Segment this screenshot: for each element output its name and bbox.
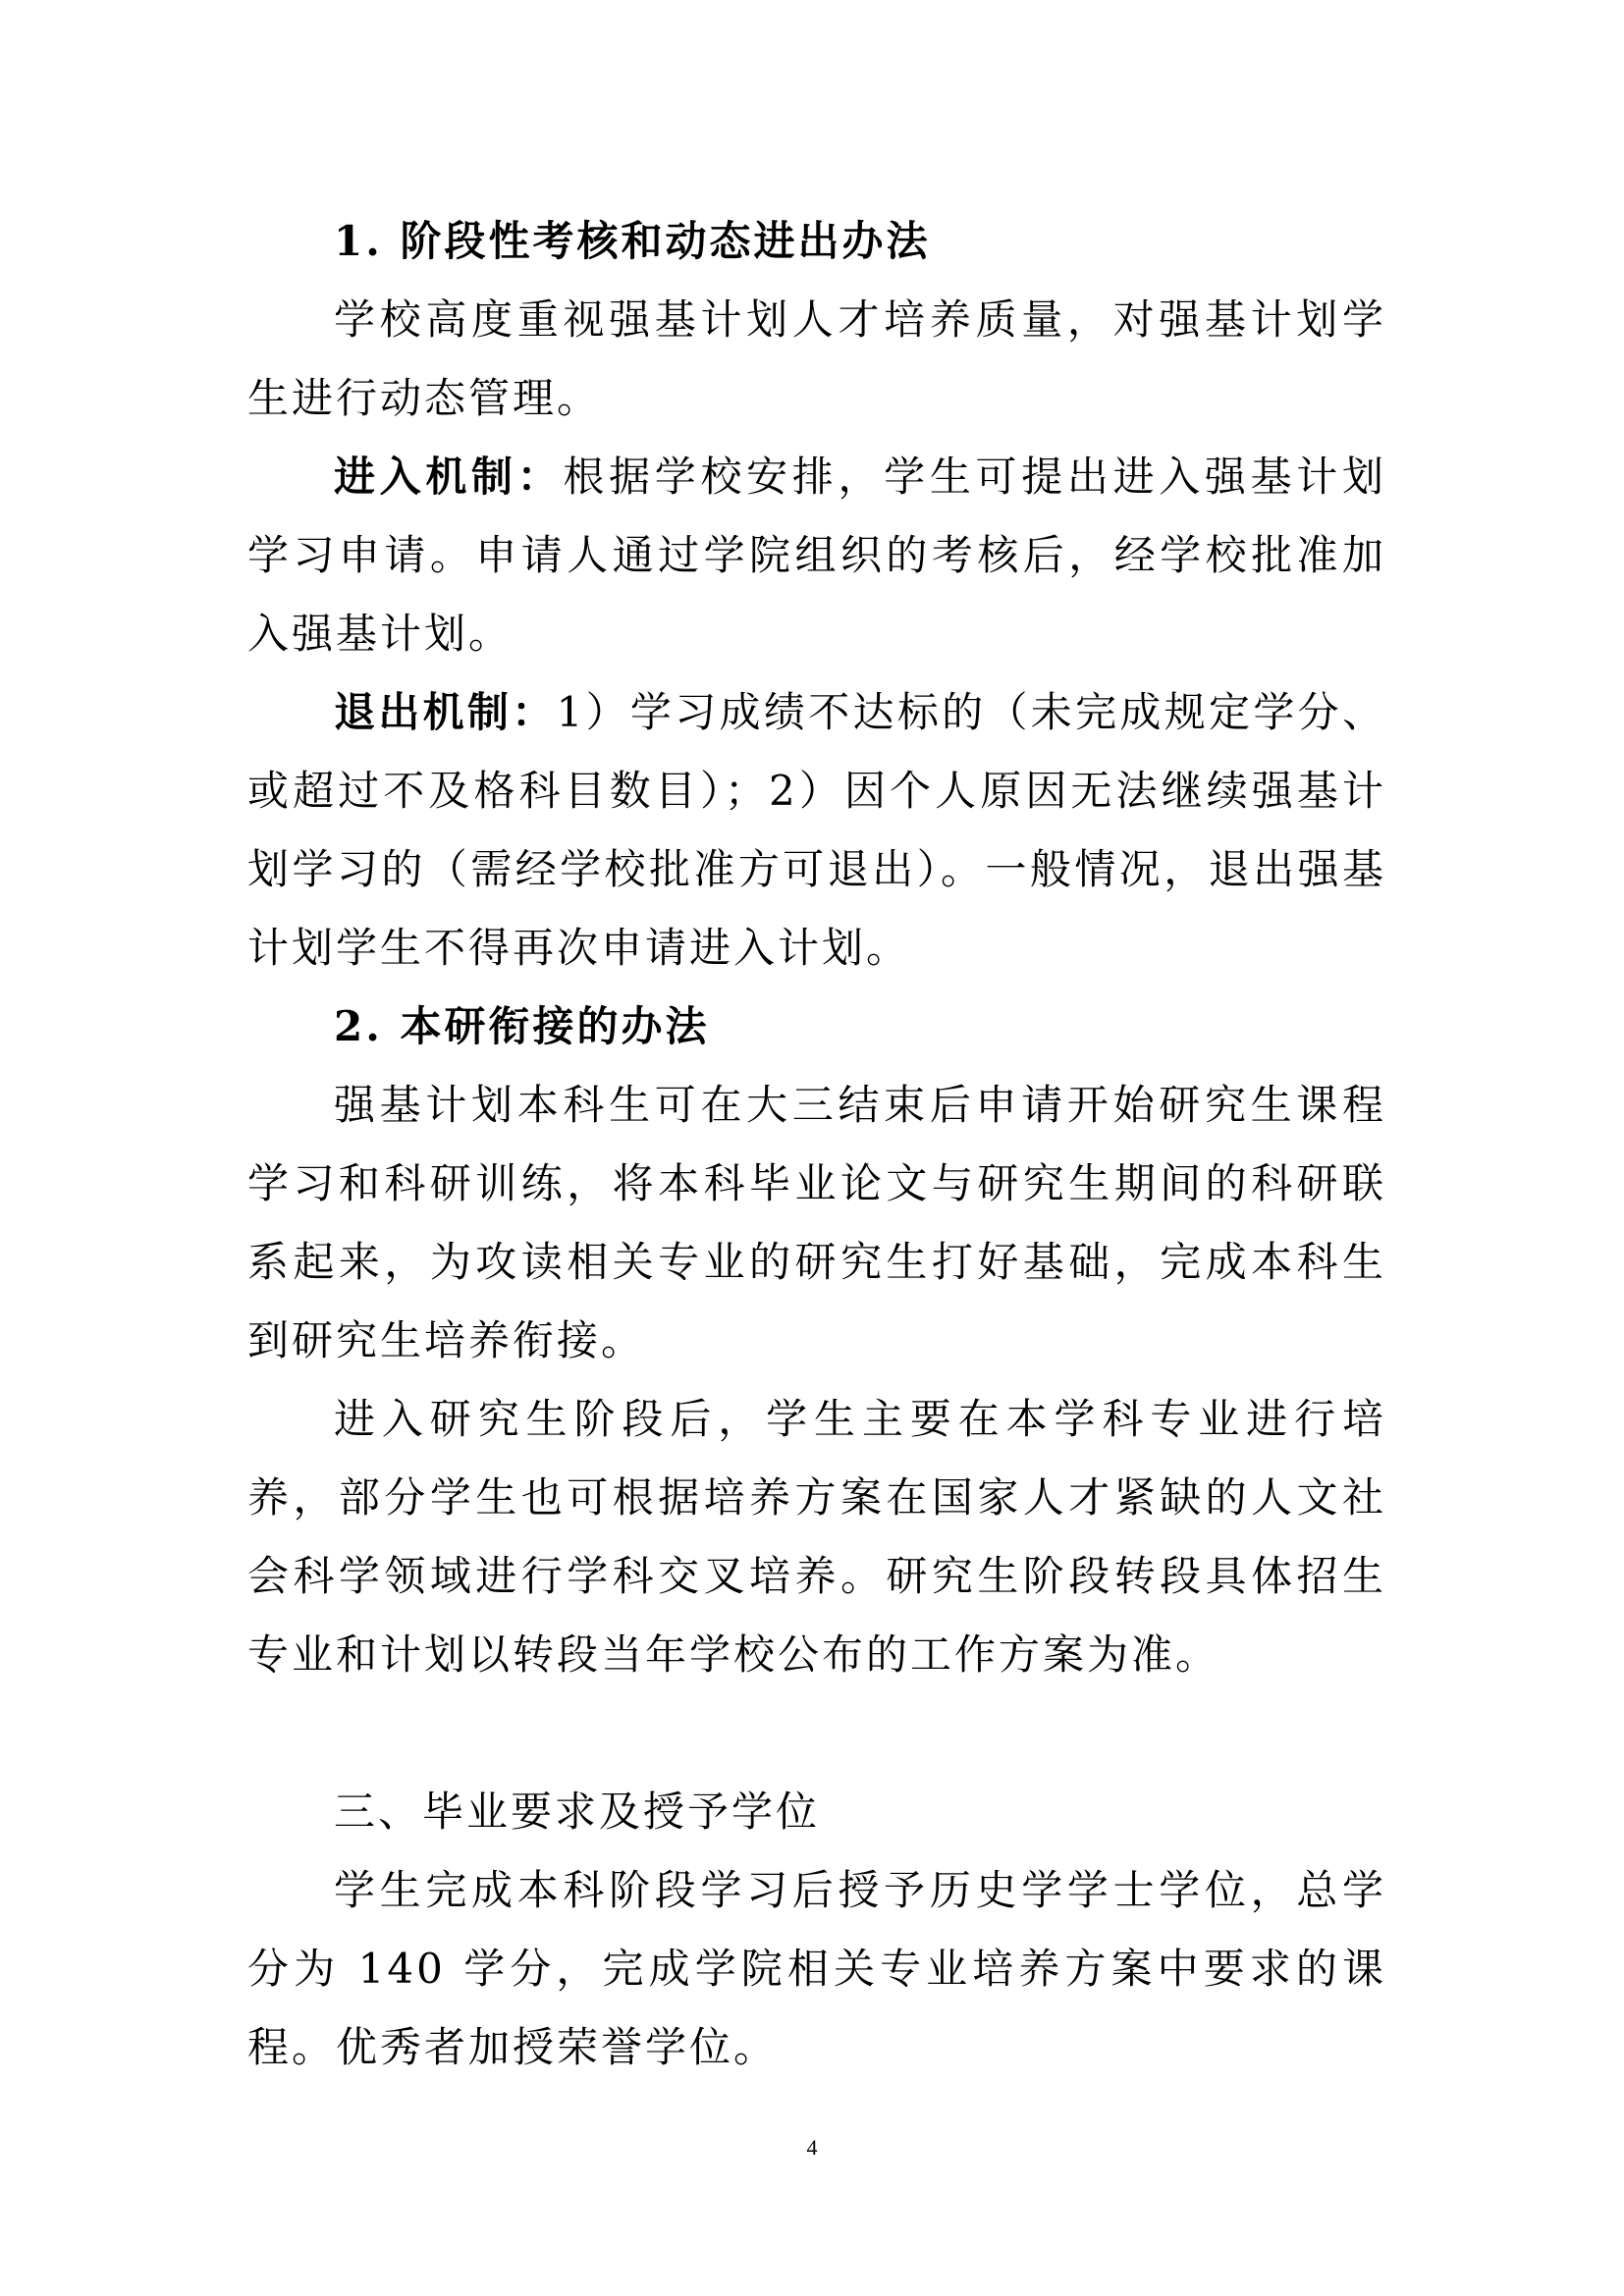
paragraph-entry-mechanism <box>247 438 1386 673</box>
page-number: 4 <box>806 2135 818 2160</box>
paragraph-degree-requirements: 学生完成本科阶段学习后授予历史学学士学位，总学分为 140 学分，完成学院相关专业培养方案中要求的课程。优秀者加授荣誉学位。 <box>247 1866 1386 2071</box>
heading-undergrad-grad-bridge: 2. 本研衔接的办法 <box>334 1002 710 1050</box>
paragraph-exit-mechanism <box>247 673 1386 988</box>
paragraph-graduate-stage: 进入研究生阶段后，学生主要在本学科专业进行培养，部分学生也可根据培养方案在国家人才紧缺的人文社会科学领域进行学科交叉培养。研究生阶段转段具体招生专业和计划以转段当年学校公布的工作方案为准。 <box>247 1395 1386 1679</box>
entry-mechanism-label: 进入机制： <box>334 453 564 501</box>
exit-mechanism-text: 1）学习成绩不达标的（未完成规定学分、或超过不及格科目数目）；2）因个人原因无法继续强基计划学习的（需经学校批准方可退出）。一般情况，退出强基计划学生不得再次申请进入计划。 <box>247 688 1386 972</box>
page-content <box>247 202 1386 2087</box>
paragraph-bridge-program: 强基计划本科生可在大三结束后申请开始研究生课程学习和科研训练，将本科毕业论文与研究生期间的科研联系起来，为攻读相关专业的研究生打好基础，完成本科生到研究生培养衔接。 <box>247 1081 1386 1364</box>
exit-mechanism-label: 退出机制： <box>334 688 557 736</box>
heading-staged-assessment: 1. 阶段性考核和动态进出办法 <box>334 217 931 265</box>
paragraph-dynamic-management: 学校高度重视强基计划人才培养质量，对强基计划学生进行动态管理。 <box>247 295 1386 422</box>
entry-mechanism-text: 根据学校安排，学生可提出进入强基计划学习申请。申请人通过学院组织的考核后，经学校批准加入强基计划。 <box>247 453 1386 658</box>
section-heading-graduation: 三、毕业要求及授予学位 <box>334 1788 821 1836</box>
